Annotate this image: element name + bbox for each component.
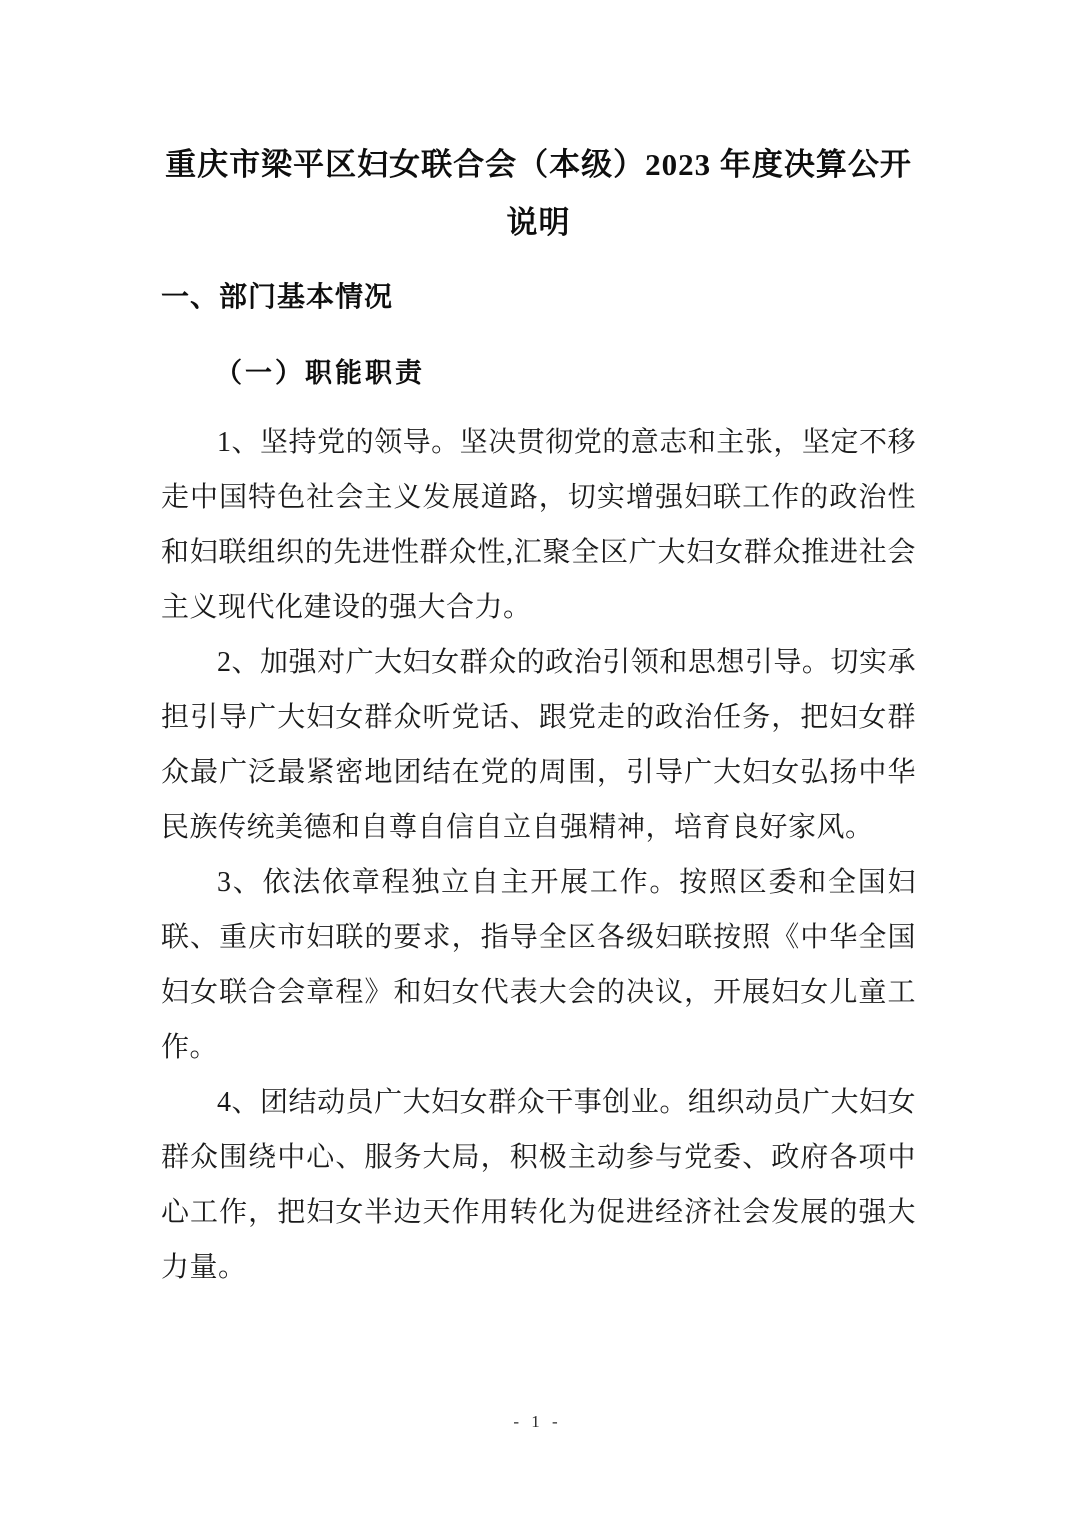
- subsection-heading-functions-duties: （一）职能职责: [215, 358, 425, 388]
- paragraph-2: 2、加强对广大妇女群众的政治引领和思想引导。切实承担引导广大妇女群众听党话、跟党走的政治任务，把妇女群众最广泛最紧密地团结在党的周围，引导广大妇女弘扬中华民族传统美德和自尊自信自立自强精神，培育良好家风。: [161, 647, 916, 843]
- paragraph-3: 3、依法依章程独立自主开展工作。按照区委和全国妇联、重庆市妇联的要求，指导全区各级妇联按照《中华全国妇女联合会章程》和妇女代表大会的决议，开展妇女儿童工作。: [161, 867, 916, 1063]
- page-number: - 1 -: [513, 1412, 562, 1431]
- section-heading-department-basic-info: 一、部门基本情况: [161, 281, 394, 312]
- paragraph-4: 4、团结动员广大妇女群众干事创业。组织动员广大妇女群众围绕中心、服务大局，积极主动参与党委、政府各项中心工作，把妇女半边天作用转化为促进经济社会发展的强大力量。: [161, 1087, 916, 1283]
- document-body: [161, 415, 916, 1295]
- document-title-line-1: 重庆市梁平区妇女联合会（本级）2023 年度决算公开: [165, 147, 912, 182]
- paragraph-1: 1、坚持党的领导。坚决贯彻党的意志和主张，坚定不移走中国特色社会主义发展道路，切实增强妇联工作的政治性和妇联组织的先进性群众性,汇聚全区广大妇女群众推进社会主义现代化建设的强大合力。: [161, 427, 916, 623]
- document-title-line-2: 说明: [506, 205, 571, 240]
- document-title: [161, 136, 916, 252]
